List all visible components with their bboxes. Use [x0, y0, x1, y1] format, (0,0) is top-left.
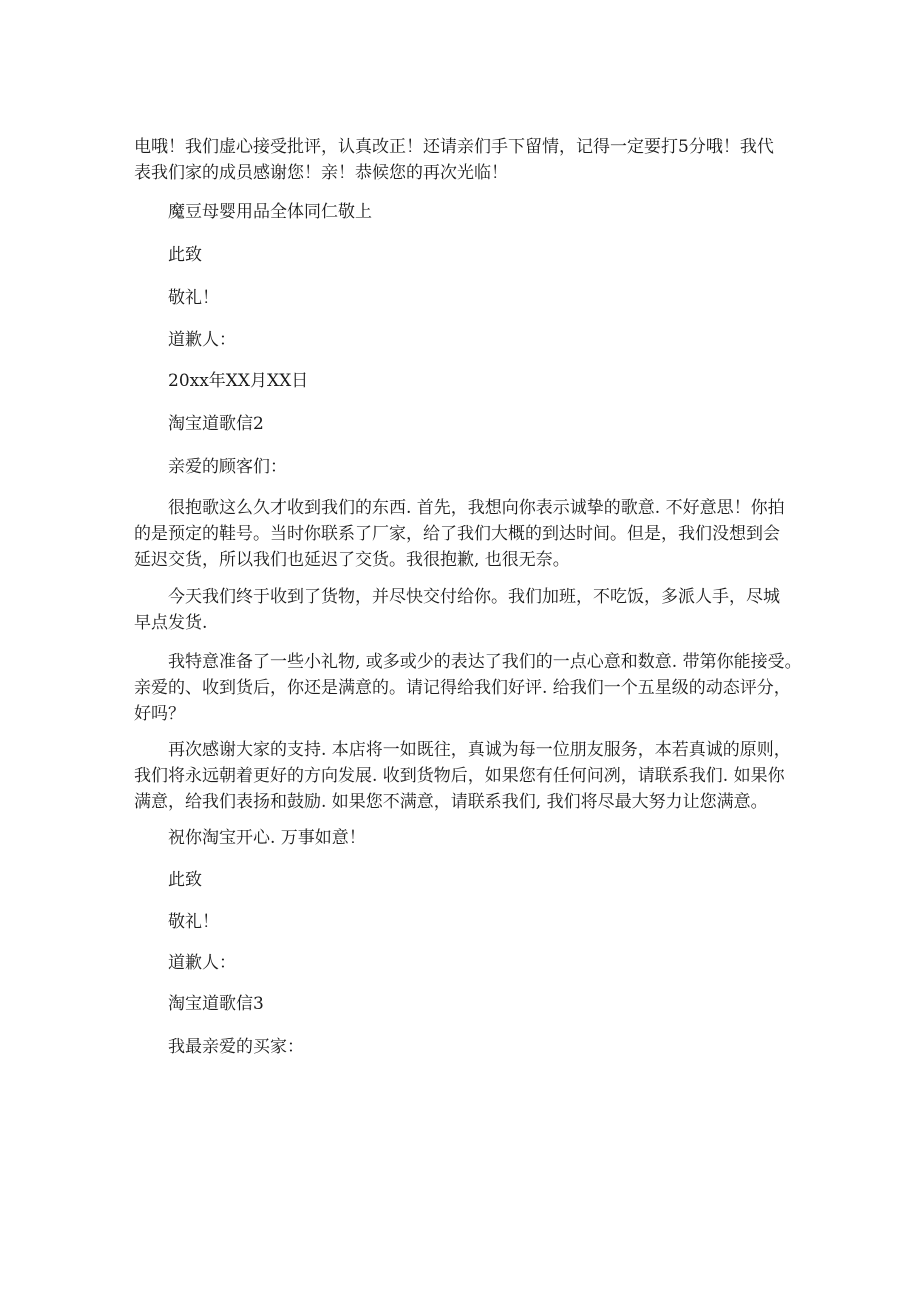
salute-text: 敬礼！ — [168, 912, 219, 932]
wish-text: 祝你淘宝开心. 万事如意！ — [168, 828, 366, 848]
paragraph-thanks-support — [134, 737, 791, 815]
text-line: 早点发货. — [134, 613, 208, 633]
closing-text: 此致 — [168, 245, 202, 265]
paragraph-delivery — [134, 584, 784, 636]
text-line: 我特意准备了一些小礼物, 或多或少的表达了我们的一点心意和数意. 带第你能接受。 — [168, 652, 802, 672]
text-line: 很抱歌这么久才收到我们的东西. 首先，我想向你表示诚挚的歌意. 不好意思！你拍 — [168, 498, 785, 518]
letter-title: 淘宝道歌信2 — [168, 414, 264, 434]
text-line: 表我们家的成员感谢您！亲！恭候您的再次光临！ — [134, 163, 508, 183]
text-line: 电哦！我们虚心接受批评，认真改正！还请亲们手下留情，记得一定要打5分哦！我代 — [134, 137, 774, 157]
date-line: 20xx年XX月XX日 — [168, 371, 309, 391]
letter-greeting: 我最亲爱的买家： — [168, 1037, 304, 1057]
text-line: 再次感谢大家的支持. 本店将一如既往，真诚为每一位朋友服务，本若真诚的原则， — [168, 740, 791, 760]
text-line: 今天我们终于收到了货物，并尽快交付给你。我们加班，不吃饭，多派人手，尽城 — [168, 587, 780, 607]
apologizer-label: 道歉人： — [168, 330, 236, 350]
letter-title: 淘宝道歌信3 — [168, 994, 264, 1014]
text-line: 亲爱的、收到货后，你还是满意的。请记得给我们好评. 给我们一个五星级的动态评分， — [134, 678, 791, 698]
paragraph-gift — [134, 649, 802, 727]
signature-team: 魔豆母婴用品全体同仁敬上 — [168, 202, 372, 222]
apologizer-label: 道歉人： — [168, 953, 236, 973]
paragraph-apology — [134, 495, 784, 573]
text-line: 我们将永远朝着更好的方向发展. 收到货物后，如果您有任何问冽，请联系我们. 如果你 — [134, 766, 785, 786]
text-line: 满意，给我们表扬和鼓励. 如果您不满意，请联系我们, 我们将尽最大努力让您满意。 — [134, 792, 768, 812]
text-line: 的是预定的鞋号。当时你联系了厂家，给了我们大概的到达时间。但是，我们没想到会 — [134, 524, 780, 544]
paragraph-thanks — [134, 134, 784, 186]
text-line: 好吗？ — [134, 704, 185, 724]
text-line: 延迟交货，所以我们也延迟了交货。我很抱歉, 也很无奈。 — [134, 550, 570, 570]
salute-text: 敬礼！ — [168, 288, 219, 308]
letter-greeting: 亲爱的顾客们： — [168, 457, 287, 477]
closing-text: 此致 — [168, 870, 202, 890]
